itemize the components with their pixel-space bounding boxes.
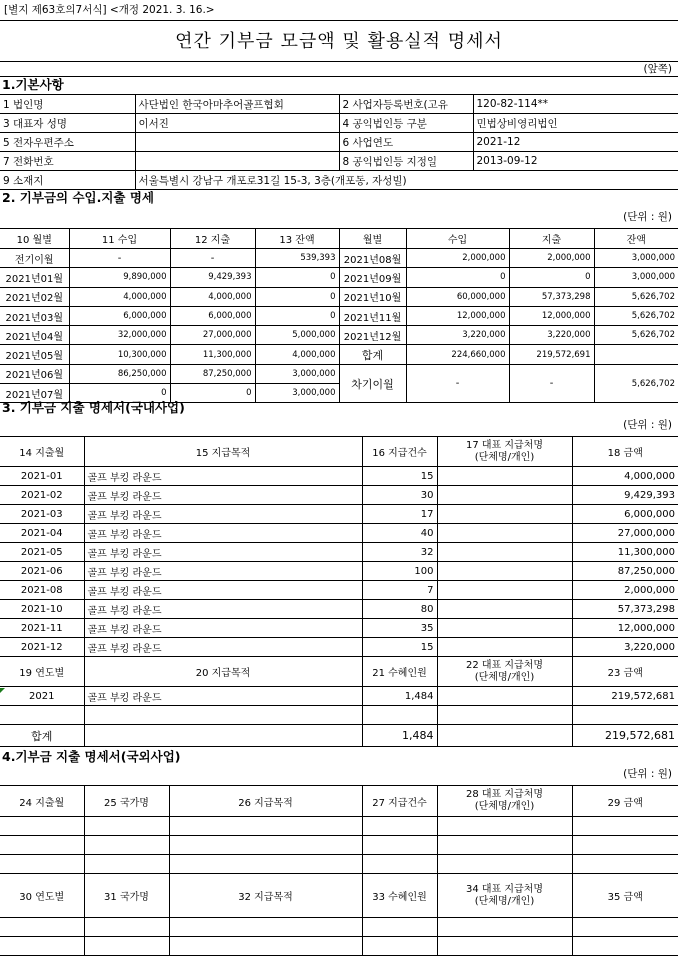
- amount-cell: 2,000,000: [406, 249, 509, 268]
- purpose-cell: 골프 부킹 라운드: [84, 619, 362, 638]
- table-row: [0, 486, 678, 505]
- month-cell: 2021-10: [0, 600, 84, 619]
- table-row: [0, 874, 678, 918]
- table-row: [0, 505, 678, 524]
- count-cell: 100: [362, 562, 437, 581]
- month-cell: 2021년08월: [339, 249, 406, 268]
- column-header: 27 지급건수: [362, 786, 437, 817]
- column-header: 25 국가명: [84, 786, 169, 817]
- month-cell: 2021-02: [0, 486, 84, 505]
- field-label: 9 소재지: [0, 171, 135, 190]
- column-header: 29 금액: [572, 786, 678, 817]
- amount-cell: 219,572,691: [509, 345, 594, 364]
- amount-cell: 3,000,000: [594, 268, 678, 287]
- table-row: [0, 786, 678, 817]
- table-row: [0, 437, 678, 467]
- table-row: [0, 817, 678, 836]
- amount-cell: 0: [406, 268, 509, 287]
- empty-cell: [0, 918, 84, 937]
- empty-cell: [572, 836, 678, 855]
- amount-cell: 5,626,702: [594, 306, 678, 325]
- empty-cell: [84, 937, 169, 956]
- count-cell: 15: [362, 467, 437, 486]
- month-cell: 합계: [339, 345, 406, 364]
- table-row: [0, 918, 678, 937]
- month-cell: 2021년03월: [0, 306, 69, 325]
- amount-cell: [594, 345, 678, 364]
- amount-cell: 5,626,702: [594, 326, 678, 345]
- amount-cell: 6,000,000: [572, 505, 678, 524]
- recipient-cell: [437, 562, 572, 581]
- column-header: 31 국가명: [84, 874, 169, 918]
- amount-cell: 219,572,681: [572, 687, 678, 706]
- column-header: 16 지급건수: [362, 437, 437, 467]
- amount-cell: 539,393: [255, 249, 339, 268]
- month-cell: 2021-06: [0, 562, 84, 581]
- count-cell: 80: [362, 600, 437, 619]
- empty-cell: [362, 817, 437, 836]
- table-row: [0, 581, 678, 600]
- column-header: 24 지출월: [0, 786, 84, 817]
- month-cell: 2021년04월: [0, 326, 69, 345]
- amount-cell: 3,000,000: [255, 384, 339, 403]
- amount-cell: 12,000,000: [572, 619, 678, 638]
- column-header: 13 잔액: [255, 229, 339, 249]
- column-header: 35 금액: [572, 874, 678, 918]
- amount-cell: -: [69, 249, 170, 268]
- empty-cell: [437, 937, 572, 956]
- amount-cell: 4,000,000: [170, 287, 255, 306]
- month-cell: 2021-12: [0, 638, 84, 657]
- recipient-cell: [437, 524, 572, 543]
- month-cell: 2021년01월: [0, 268, 69, 287]
- amount-cell: 60,000,000: [406, 287, 509, 306]
- amount-cell: 6,000,000: [69, 306, 170, 325]
- empty-cell: [572, 706, 678, 725]
- total-count: 1,484: [362, 725, 437, 747]
- purpose-cell: 골프 부킹 라운드: [84, 600, 362, 619]
- amount-cell: 5,000,000: [255, 326, 339, 345]
- empty-cell: [437, 918, 572, 937]
- empty-cell: [437, 855, 572, 874]
- column-header: 22 대표 지급처명 (단체명/개인): [437, 657, 572, 687]
- purpose-cell: 골프 부킹 라운드: [84, 687, 362, 706]
- month-cell: 2021년06월: [0, 364, 69, 383]
- empty-cell: [362, 836, 437, 855]
- table-row: [0, 171, 678, 190]
- count-cell: 40: [362, 524, 437, 543]
- section2-title: 2. 기부금의 수입.지출 명세: [2, 190, 155, 205]
- total-amount: 219,572,681: [572, 725, 678, 747]
- empty-cell: [572, 855, 678, 874]
- amount-cell: 3,220,000: [509, 326, 594, 345]
- month-cell: 2021년07월: [0, 384, 69, 403]
- purpose-cell: 골프 부킹 라운드: [84, 562, 362, 581]
- amount-cell: 12,000,000: [509, 306, 594, 325]
- month-cell: 2021년05월: [0, 345, 69, 364]
- column-header: 18 금액: [572, 437, 678, 467]
- unit-label: (단위 : 원): [623, 419, 672, 431]
- empty-cell: [437, 706, 572, 725]
- table-row: [0, 543, 678, 562]
- table-row: [0, 562, 678, 581]
- month-cell: 2021-05: [0, 543, 84, 562]
- table-row: [0, 345, 678, 364]
- field-label: 1 법인명: [0, 95, 135, 114]
- amount-cell: 27,000,000: [572, 524, 678, 543]
- field-label: 8 공익법인등 지정일: [339, 152, 473, 171]
- month-cell: 2021년10월: [339, 287, 406, 306]
- amount-cell: 0: [509, 268, 594, 287]
- empty-cell: [362, 918, 437, 937]
- count-cell: 32: [362, 543, 437, 562]
- column-header: 26 지급목적: [169, 786, 362, 817]
- empty-cell: [362, 855, 437, 874]
- empty-cell: [169, 855, 362, 874]
- recipient-cell: [437, 619, 572, 638]
- column-header: 12 지출: [170, 229, 255, 249]
- month-cell: 2021-08: [0, 581, 84, 600]
- empty-cell: [0, 855, 84, 874]
- amount-cell: 11,300,000: [572, 543, 678, 562]
- column-header: 20 지급목적: [84, 657, 362, 687]
- table-row: [0, 287, 678, 306]
- field-value: 사단법인 한국아마추어골프협회: [135, 95, 339, 114]
- empty-cell: [0, 836, 84, 855]
- column-header: 17 대표 지급처명 (단체명/개인): [437, 437, 572, 467]
- month-cell: 2021-04: [0, 524, 84, 543]
- column-header: 32 지급목적: [169, 874, 362, 918]
- amount-cell: 3,220,000: [406, 326, 509, 345]
- address-value: 서울특별시 강남구 개포로31길 15-3, 3층(개포동, 자성빌): [135, 171, 678, 190]
- amount-cell: 87,250,000: [572, 562, 678, 581]
- field-label: 2 사업자등록번호(고유: [339, 95, 473, 114]
- month-cell: 2021-01: [0, 467, 84, 486]
- empty-cell: [169, 937, 362, 956]
- column-header: 14 지출월: [0, 437, 84, 467]
- amount-cell: 3,000,000: [255, 364, 339, 383]
- count-cell: 15: [362, 638, 437, 657]
- purpose-cell: 골프 부킹 라운드: [84, 581, 362, 600]
- amount-cell: 9,429,393: [572, 486, 678, 505]
- month-cell: 2021년12월: [339, 326, 406, 345]
- table-row: [0, 725, 678, 747]
- table-row: [0, 855, 678, 874]
- income-expense-table: [0, 228, 678, 403]
- section3-title: 3. 기부금 지출 명세서(국내사업): [2, 400, 185, 415]
- month-cell: 2021-03: [0, 505, 84, 524]
- column-header: 34 대표 지급처명 (단체명/개인): [437, 874, 572, 918]
- recipient-cell: [437, 581, 572, 600]
- count-cell: 7: [362, 581, 437, 600]
- amount-cell: 0: [170, 384, 255, 403]
- count-cell: 1,484: [362, 687, 437, 706]
- amount-cell: 57,373,298: [572, 600, 678, 619]
- field-value: 2013-09-12: [473, 152, 678, 171]
- amount-cell: 9,890,000: [69, 268, 170, 287]
- column-header: 11 수입: [69, 229, 170, 249]
- table-row: [0, 687, 678, 706]
- field-label: 7 전화번호: [0, 152, 135, 171]
- table-row: [0, 706, 678, 725]
- empty-cell: [572, 817, 678, 836]
- amount-cell: 4,000,000: [69, 287, 170, 306]
- month-cell: 2021년09월: [339, 268, 406, 287]
- table-row: [0, 249, 678, 268]
- section4-title: 4.기부금 지출 명세서(국외사업): [2, 749, 181, 764]
- field-value: [135, 133, 339, 152]
- empty-cell: [572, 918, 678, 937]
- amount-cell: 5,626,702: [594, 287, 678, 306]
- purpose-cell: 골프 부킹 라운드: [84, 543, 362, 562]
- table-row: [0, 114, 678, 133]
- empty-cell: [169, 918, 362, 937]
- table-row: [0, 638, 678, 657]
- field-label: 6 사업연도: [339, 133, 473, 152]
- month-cell: 2021-11: [0, 619, 84, 638]
- empty-cell: [572, 937, 678, 956]
- front-side-label: (앞쪽): [643, 63, 672, 75]
- recipient-cell: [437, 543, 572, 562]
- column-header: 19 연도별: [0, 657, 84, 687]
- recipient-cell: [437, 467, 572, 486]
- table-row: [0, 600, 678, 619]
- amount-cell: 4,000,000: [255, 345, 339, 364]
- amount-cell: 0: [69, 384, 170, 403]
- empty-cell: [84, 836, 169, 855]
- empty-cell: [84, 918, 169, 937]
- field-label: 3 대표자 성명: [0, 114, 135, 133]
- unit-label: (단위 : 원): [623, 211, 672, 223]
- amount-cell: -: [509, 364, 594, 403]
- unit-label: (단위 : 원): [623, 768, 672, 780]
- empty-cell: [362, 937, 437, 956]
- table-row: [0, 657, 678, 687]
- count-cell: 35: [362, 619, 437, 638]
- amount-cell: 3,220,000: [572, 638, 678, 657]
- recipient-cell: [437, 486, 572, 505]
- column-header: 28 대표 지급처명 (단체명/개인): [437, 786, 572, 817]
- column-header: 지출: [509, 229, 594, 249]
- field-value: 120-82-114**: [473, 95, 678, 114]
- empty-cell: [437, 725, 572, 747]
- amount-cell: 5,626,702: [594, 364, 678, 403]
- empty-cell: [84, 817, 169, 836]
- amount-cell: 4,000,000: [572, 467, 678, 486]
- amount-cell: 27,000,000: [170, 326, 255, 345]
- amount-cell: 10,300,000: [69, 345, 170, 364]
- empty-cell: [84, 855, 169, 874]
- month-cell: 2021년11월: [339, 306, 406, 325]
- amount-cell: 224,660,000: [406, 345, 509, 364]
- table-row: [0, 152, 678, 171]
- recipient-cell: [437, 600, 572, 619]
- amount-cell: 32,000,000: [69, 326, 170, 345]
- amount-cell: 0: [255, 287, 339, 306]
- count-cell: 17: [362, 505, 437, 524]
- table-row: [0, 268, 678, 287]
- empty-cell: [169, 836, 362, 855]
- table-row: [0, 364, 678, 383]
- table-row: [0, 836, 678, 855]
- total-label: 합계: [0, 725, 84, 747]
- section-divider: [0, 76, 678, 77]
- table-row: [0, 133, 678, 152]
- amount-cell: 3,000,000: [594, 249, 678, 268]
- column-header: 23 금액: [572, 657, 678, 687]
- month-cell: 2021년02월: [0, 287, 69, 306]
- purpose-cell: 골프 부킹 라운드: [84, 467, 362, 486]
- column-header: 33 수혜인원: [362, 874, 437, 918]
- empty-cell: [169, 817, 362, 836]
- amount-cell: 0: [255, 306, 339, 325]
- column-header: 월별: [339, 229, 406, 249]
- field-value: [135, 152, 339, 171]
- field-label: 4 공익법인등 구분: [339, 114, 473, 133]
- purpose-cell: 골프 부킹 라운드: [84, 524, 362, 543]
- amount-cell: -: [406, 364, 509, 403]
- empty-cell: [84, 725, 362, 747]
- empty-cell: [0, 706, 84, 725]
- domestic-expense-table: [0, 436, 678, 747]
- recipient-cell: [437, 505, 572, 524]
- field-value: 이서진: [135, 114, 339, 133]
- amount-cell: 87,250,000: [170, 364, 255, 383]
- amount-cell: 11,300,000: [170, 345, 255, 364]
- recipient-cell: [437, 638, 572, 657]
- form-title: 연간 기부금 모금액 및 활용실적 명세서: [0, 20, 678, 62]
- cell-comment-marker: [0, 688, 5, 693]
- column-header: 잔액: [594, 229, 678, 249]
- amount-cell: 0: [255, 268, 339, 287]
- amount-cell: 86,250,000: [69, 364, 170, 383]
- year-cell: 2021: [0, 687, 84, 706]
- count-cell: 30: [362, 486, 437, 505]
- amount-cell: 12,000,000: [406, 306, 509, 325]
- amount-cell: 2,000,000: [572, 581, 678, 600]
- empty-cell: [362, 706, 437, 725]
- table-row: [0, 524, 678, 543]
- amount-cell: -: [170, 249, 255, 268]
- table-row: [0, 619, 678, 638]
- table-row: [0, 95, 678, 114]
- form-header-note: [별지 제63호의7서식] <개정 2021. 3. 16.>: [4, 4, 215, 16]
- column-header: 수입: [406, 229, 509, 249]
- column-header: 30 연도별: [0, 874, 84, 918]
- empty-cell: [0, 817, 84, 836]
- column-header: 15 지급목적: [84, 437, 362, 467]
- empty-cell: [84, 706, 362, 725]
- section1-title: 1.기본사항: [2, 77, 64, 92]
- empty-cell: [437, 836, 572, 855]
- table-row: [0, 306, 678, 325]
- amount-cell: 57,373,298: [509, 287, 594, 306]
- purpose-cell: 골프 부킹 라운드: [84, 486, 362, 505]
- field-value: 민법상비영리법인: [473, 114, 678, 133]
- column-header: 10 월별: [0, 229, 69, 249]
- empty-cell: [437, 817, 572, 836]
- table-row: [0, 467, 678, 486]
- field-value: 2021-12: [473, 133, 678, 152]
- carry-forward-label: 차기이월: [339, 364, 406, 403]
- field-label: 5 전자우편주소: [0, 133, 135, 152]
- basic-info-table: [0, 94, 678, 190]
- recipient-cell: [437, 687, 572, 706]
- table-row: [0, 937, 678, 956]
- table-row: [0, 326, 678, 345]
- month-cell: 전기이월: [0, 249, 69, 268]
- amount-cell: 2,000,000: [509, 249, 594, 268]
- purpose-cell: 골프 부킹 라운드: [84, 505, 362, 524]
- empty-cell: [0, 937, 84, 956]
- table-row: [0, 229, 678, 249]
- column-header: 21 수혜인원: [362, 657, 437, 687]
- purpose-cell: 골프 부킹 라운드: [84, 638, 362, 657]
- amount-cell: 9,429,393: [170, 268, 255, 287]
- overseas-expense-table: [0, 785, 678, 956]
- amount-cell: 6,000,000: [170, 306, 255, 325]
